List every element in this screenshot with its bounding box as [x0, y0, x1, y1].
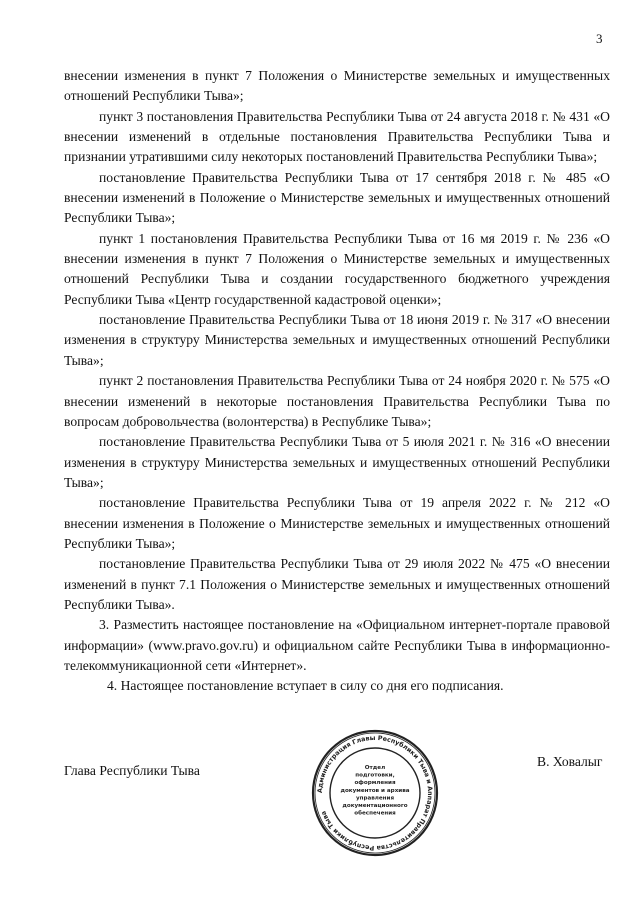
official-stamp [310, 728, 440, 858]
stamp-center-line: подготовки, [355, 772, 395, 779]
paragraph: внесении изменения в пункт 7 Положения о Министерстве земельных и имущественных отношений Республики Тыва»; [64, 68, 610, 104]
paragraph: пункт 1 постановления Правительства Республики Тыва от 16 мя 2019 г. № 236 «О внесении изменения в пункт 7 Положения о Министерстве земельных и имущественных отношений Республики Тыва и создании государственного бюджетного учреждения Республики Тыва «Центр государственной кадастровой оценки»; [64, 230, 610, 307]
document-body [64, 66, 610, 697]
stamp-center-line: управления [355, 795, 395, 802]
paragraph: постановление Правительства Республики Тыва от 18 июня 2019 г. № 317 «О внесении изменения в структуру Министерства земельных и имущественных отношений Республики Тыва»; [64, 312, 610, 368]
stamp-center-text [340, 765, 409, 817]
stamp-ring-text: Администрация Главы Республики Тыва и Аппарат Правительства Республики Тыва [315, 733, 435, 853]
paragraph: 4. Настоящее постановление вступает в силу со дня его подписания. [107, 678, 504, 694]
paragraph: 3. Разместить настоящее постановление на «Официальном интернет-портале правовой информации» (www.pravo.gov.ru) и официальном сайте Республики Тыва в информационно-телекоммуникационной сети «Интернет». [64, 617, 610, 673]
paragraph: пункт 2 постановления Правительства Республики Тыва от 24 ноября 2020 г. № 575 «О внесении изменений в некоторые постановления Правительства Республики Тыва по вопросам добровольчества (волонтерства) в Республике Тыва»; [64, 373, 610, 429]
stamp-center-line: документационного [342, 803, 408, 809]
page-number: 3 [596, 31, 603, 46]
stamp-center-line: Отдел [364, 765, 386, 771]
paragraph: постановление Правительства Республики Тыва от 29 июля 2022 № 475 «О внесении изменений в пункт 7.1 Положения о Министерстве земельных и имущественных отношений Республики Тыва». [64, 556, 610, 612]
paragraph: постановление Правительства Республики Тыва от 5 июля 2021 г. № 316 «О внесении изменения в структуру Министерства земельных и имущественных отношений Республики Тыва»; [64, 434, 610, 490]
paragraph: пункт 3 постановления Правительства Республики Тыва от 24 августа 2018 г. № 431 «О внесении изменений в отдельные постановления Правительства Республики Тыва и признании утратившими силу некоторых постановлений Правительства Республики Тыва»; [64, 108, 610, 165]
paragraph: постановление Правительства Республики Тыва от 17 сентября 2018 г. № 485 «О внесении изменений в Положение о Министерстве земельных и имущественных отношений Республики Тыва»; [64, 169, 610, 226]
signatory-position: Глава Республики Тыва [64, 763, 200, 778]
signatory-name: В. Ховалыг [537, 754, 603, 769]
stamp-center-line: оформления [354, 780, 396, 787]
stamp-center-line: обеспечения [354, 810, 396, 817]
stamp-center-line: документов и архива [340, 787, 410, 794]
paragraph: постановление Правительства Республики Тыва от 19 апреля 2022 г. № 212 «О внесении изменения в Положение о Министерстве земельных и имущественных отношений Республики Тыва»; [64, 495, 610, 551]
